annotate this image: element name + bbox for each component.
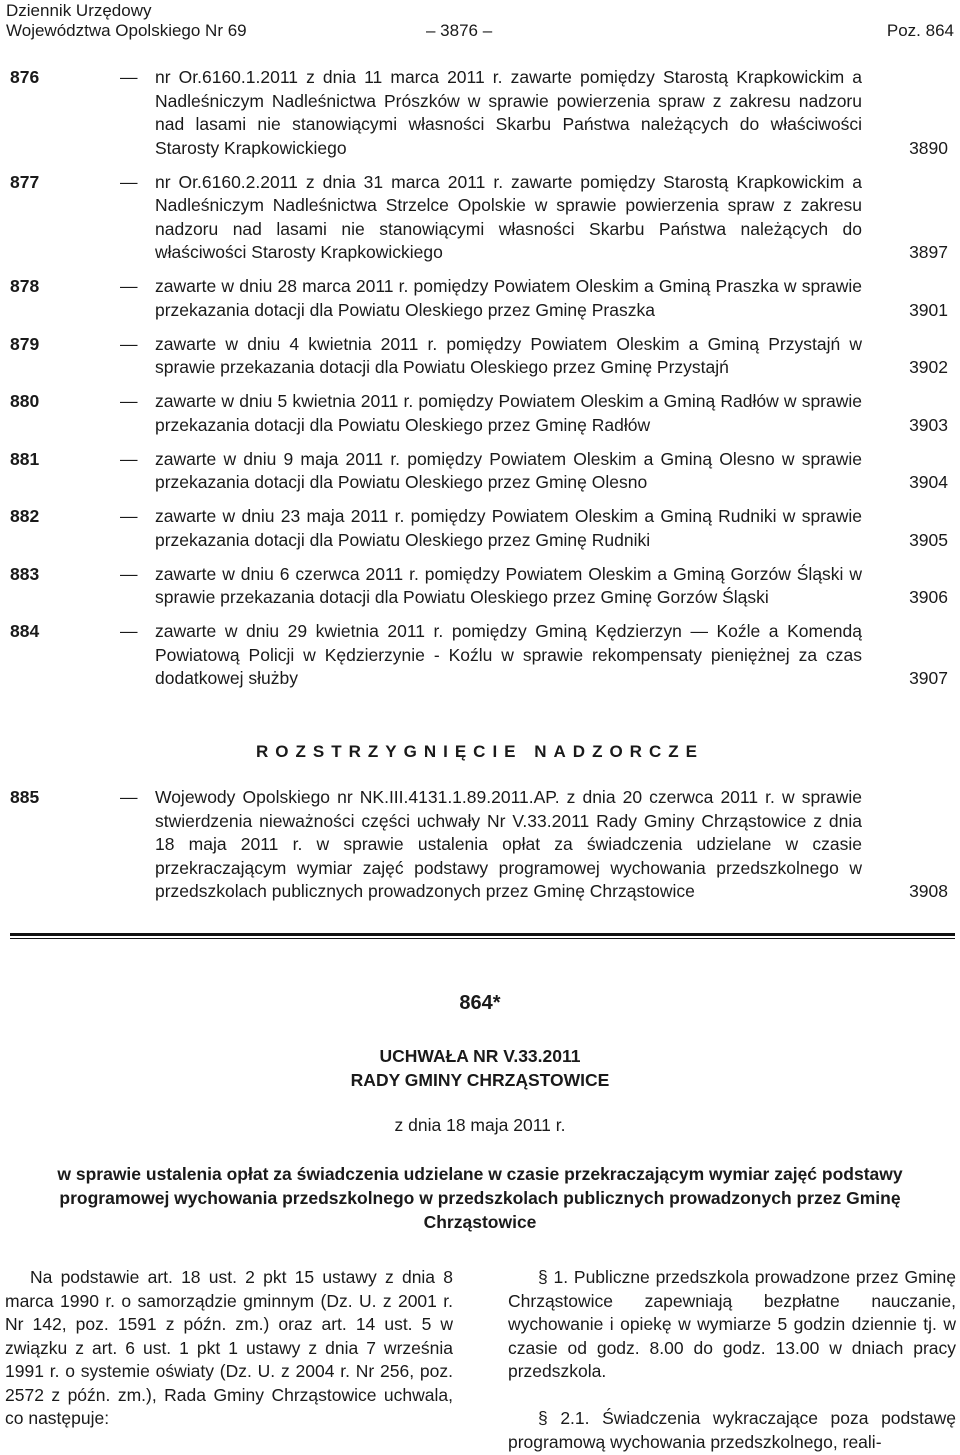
journal-header-line — [6, 20, 954, 42]
entry-text: zawarte w dniu 9 maja 2011 r. pomiędzy Powiatem Oleskim a Gminą Olesno w sprawie przekazania dotacji dla Powiatu Oleskiego przez Gminę Olesno — [155, 448, 862, 492]
toc-entry-879 — [10, 333, 948, 380]
toc-entry-885 — [10, 786, 948, 904]
entry-dash: — — [120, 506, 138, 526]
toc-entry-876 — [10, 66, 948, 160]
entry-dash: — — [120, 448, 138, 469]
toc-entry-883 — [10, 563, 948, 610]
act-date: z dnia 18 maja 2011 r. — [394, 1115, 566, 1135]
entry-dash: — — [120, 391, 138, 411]
entry-page: 3903 — [909, 414, 948, 435]
right-column — [508, 1266, 956, 1454]
entry-text: zawarte w dniu 23 maja 2011 r. pomiędzy Powiatem Oleskim a Gminą Rudniki w sprawie przekazania dotacji dla Powiatu Oleskiego przez Gminę Rudniki — [155, 506, 862, 550]
entry-text: zawarte w dniu 5 kwietnia 2011 r. pomiędzy Powiatem Oleskim a Gminą Radłów w sprawie przekazania dotacji dla Powiatu Oleskiego przez Gminę Radłów — [155, 391, 862, 435]
toc-entry-884 — [10, 620, 948, 691]
entry-page: 3890 — [909, 137, 948, 158]
entry-number: 884 — [10, 621, 40, 641]
paragraph-2: § 2.1. Świadczenia wykraczające poza podstawę programową wychowania przedszkolnego, reali- — [508, 1408, 956, 1452]
entry-page: 3906 — [909, 587, 948, 607]
entry-number: 883 — [10, 563, 40, 584]
entry-text: Wojewody Opolskiego nr NK.III.4131.1.89.2011.AP. z dnia 20 czerwca 2011 r. w sprawie stwierdzenia nieważności części uchwały Nr V.33.2011 Rady Gminy Chrząstowice z dnia 18 maja 2011 r. w sprawie ustalenia opłat za świadczenia udzielane w czasie przekraczającym wymiar zajęć podstawy programowej wychowania przedszkolnego w przedszkolach publicznych prowadzonych przez Gminę Chrząstowice — [155, 787, 862, 901]
entry-page: 3904 — [909, 472, 948, 492]
entry-dash: — — [120, 563, 138, 584]
entry-number: 885 — [10, 787, 40, 807]
paragraph-1: § 1. Publiczne przedszkola prowadzone przez Gminę Chrząstowice zapewniają bezpłatne nauczanie, wychowanie i opiekę w wymiarze 5 godzin dziennie tj. w czasie od godz. 8.00 do godz. 13.00 w dniach pracy przedszkola. — [508, 1267, 956, 1381]
separator-thin — [10, 938, 955, 939]
entry-dash: — — [120, 333, 138, 354]
entry-page: 3908 — [909, 881, 948, 901]
toc-entry-880 — [10, 390, 948, 437]
entry-page: 3905 — [909, 529, 948, 550]
entry-page: 3902 — [909, 357, 948, 377]
entry-dash: — — [120, 67, 138, 87]
section-heading: ROZSTRZYGNIĘCIE NADZORCZE — [256, 742, 704, 761]
entry-text: nr Or.6160.2.2011 z dnia 31 marca 2011 r. zawarte pomiędzy Starostą Krapkowickim a Nadleśniczym Nadleśnictwa Strzelce Opolskie w sprawie powierzenia spraw z zakresu nadzoru nad lasami nie stanowiącymi własności Skarbu Państwa należących do właściwości Starosty Krapkowickiego — [155, 171, 862, 262]
entry-number: 880 — [10, 391, 40, 411]
entry-text: zawarte w dniu 29 kwietnia 2011 r. pomiędzy Gminą Kędzierzyn — Koźle a Komendą Powiatową Policji w Kędzierzynie - Koźlu w sprawie rekompensaty pieniężnej za czas dodatkowej służby — [155, 621, 862, 688]
toc-entry-881 — [10, 448, 948, 495]
entry-number: 878 — [10, 276, 40, 296]
entry-page: 3897 — [909, 242, 948, 262]
act-number: 864* — [459, 992, 501, 1014]
entry-number: 881 — [10, 448, 40, 469]
entry-dash: — — [120, 787, 138, 807]
toc-entry-877 — [10, 171, 948, 265]
toc-entry-882 — [10, 505, 948, 552]
entry-text: nr Or.6160.1.2011 z dnia 11 marca 2011 r. zawarte pomiędzy Starostą Krapkowickim a Nadleśniczym Nadleśnictwa Prószków w sprawie powierzenia spraw z zakresu nadzoru nad lasami nie stanowiącymi własności Skarbu Państwa należących do właściwości Starosty Krapkowickiego — [155, 67, 862, 158]
entry-number: 876 — [10, 67, 40, 87]
entry-number: 882 — [10, 506, 40, 526]
page-number: – 3876 – — [426, 21, 493, 40]
entry-dash: — — [120, 171, 138, 192]
entry-page: 3907 — [909, 668, 948, 688]
entry-dash: — — [120, 621, 138, 641]
entry-number: 877 — [10, 171, 40, 192]
toc-entry-878 — [10, 275, 948, 322]
table-of-contents — [10, 66, 948, 701]
legal-basis-paragraph: Na podstawie art. 18 ust. 2 pkt 15 ustawy z dnia 8 marca 1990 r. o samorządzie gminnym (Dz. U. z 2001 r. Nr 142, poz. 1591 z późn. zm.) oraz art. 14 ust. 5 w związku z art. 6 ust. 1 pkt 1 ustawy z dnia 7 września 1991 r. o systemie oświaty (Dz. U. z 2004 r. Nr 256, poz. 2572 z późn. zm.), Rada Gminy Chrząstowice uchwala, co następuje: — [5, 1267, 453, 1428]
entry-page: 3901 — [909, 299, 948, 320]
separator-thick — [10, 933, 955, 936]
entry-number: 879 — [10, 333, 40, 354]
entry-text: zawarte w dniu 28 marca 2011 r. pomiędzy Powiatem Oleskim a Gminą Praszka w sprawie przekazania dotacji dla Powiatu Oleskiego przez Gminę Praszka — [155, 276, 862, 320]
act-issuer: RADY GMINY CHRZĄSTOWICE — [350, 1070, 610, 1090]
journal-title: Dziennik Urzędowy — [6, 1, 152, 20]
entry-text: zawarte w dniu 4 kwietnia 2011 r. pomiędzy Powiatem Oleskim a Gminą Przystajń w sprawie przekazania dotacji dla Powiatu Oleskiego przez Gminę Przystajń — [155, 333, 862, 377]
entry-dash: — — [120, 276, 138, 296]
voivodeship-issue: Województwa Opolskiego Nr 69 — [6, 21, 247, 40]
entry-text: zawarte w dniu 6 czerwca 2011 r. pomiędzy Powiatem Oleskim a Gminą Gorzów Śląski w sprawie przekazania dotacji dla Powiatu Oleskiego przez Gminę Gorzów Śląski — [155, 563, 862, 607]
position-number: Poz. 864 — [886, 21, 954, 40]
act-subject: w sprawie ustalenia opłat za świadczenia udzielane w czasie przekraczającym wymiar zajęć podstawy programowej wychowania przedszkolnego w przedszkolach publicznych prowadzonych przez Gminę Chrząstowice — [57, 1164, 903, 1232]
act-title: UCHWAŁA NR V.33.2011 — [379, 1046, 581, 1066]
